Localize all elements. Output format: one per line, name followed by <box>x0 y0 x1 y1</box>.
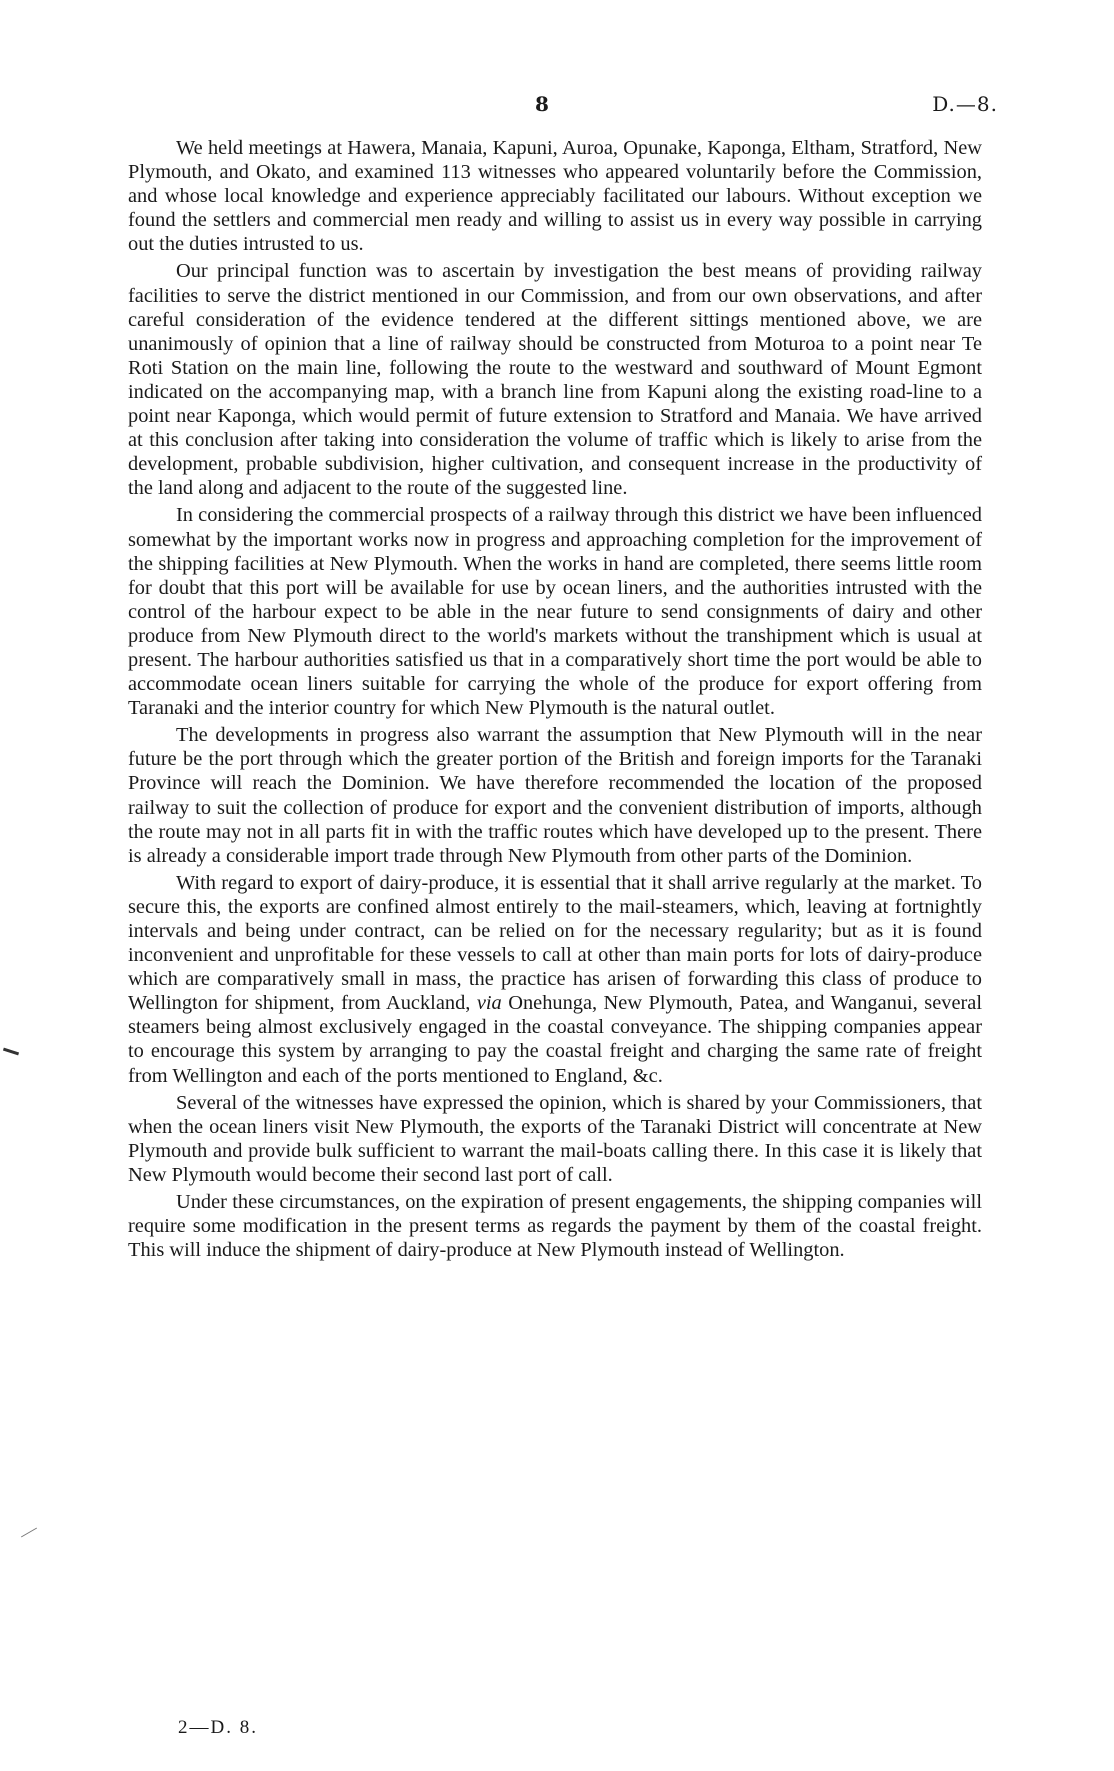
page-header <box>128 92 998 122</box>
paragraph-witnesses: Several of the witnesses have expressed the opinion, which is shared by your Commissioners, that when the ocean liners visit New Plymouth, the exports of the Taranaki District will concentrate at New Plymouth and provide bulk sufficient to warrant the mail-boats calling there. In this case it is likely that New Plymouth would become their second last port of call. <box>128 1091 982 1186</box>
paragraph-meetings: We held meetings at Hawera, Manaia, Kapuni, Auroa, Opunake, Kaponga, Eltham, Stratford, New Plymouth, and Okato, and examined 113 witnesses who appeared voluntarily before the Commission, and whose local knowledge and experience appreciably facilitated our labours. Without exception we found the settlers and commercial men ready and willing to assist us in every way possible in carrying out the duties intrusted to us. <box>128 137 982 256</box>
via-italic: via <box>476 992 502 1015</box>
page-number: 8 <box>535 92 549 116</box>
paragraph-dairy-export <box>128 871 982 1088</box>
paragraph-commercial-prospects: In considering the commercial prospects of a railway through this district we have been influenced somewhat by the important works now in progress and approaching completion for the improvement of the shipping facilities at New Plymouth. When the works in hand are completed, there seems little room for doubt that this port will be available for use by ocean liners, and the authorities intrusted with the control of the harbour expect to be able in the near future to send consignments of dairy and other produce from New Plymouth direct to the world's markets without the transhipment which is usual at present. The harbour authorities satisfied us that in a comparatively short time the port would be able to accommodate ocean liners suitable for carrying the whole of the produce for export offering from Taranaki and the interior country for which New Plymouth is the natural outlet. <box>128 504 982 720</box>
paragraph-developments: The developments in progress also warrant the assumption that New Plymouth will in the near future be the port through which the greater portion of the British and foreign imports for the Taranaki Province will reach the Dominion. We have therefore recommended the location of the proposed railway to suit the collection of produce for export and the convenient distribution of imports, although the route may not in all parts fit in with the traffic routes which have developed up to the present. There is already a considerable import trade through New Plymouth from other parts of the Dominion. <box>128 724 982 867</box>
paragraph-principal-function: Our principal function was to ascertain by investigation the best means of providing railway facilities to serve the district mentioned in our Commission, and from our own observations, and after careful consideration of the evidence tendered at the different sittings mentioned above, we are unanimously of opinion that a line of railway should be constructed from Moturoa to a point near Te Roti Station on the main line, following the route to the westward and southward of Mount Egmont indicated on the accompanying map, with a branch line from Kapuni along the existing road-line to a point near Kaponga, which would permit of future extension to Stratford and Manaia. We have arrived at this conclusion after taking into consideration the volume of traffic which is likely to arise from the development, probable subdivision, higher cultivation, and consequent increase in the productivity of the land along and adjacent to the route of the suggested line. <box>128 260 982 500</box>
margin-mark <box>3 1048 19 1056</box>
paragraph-circumstances: Under these circumstances, on the expiration of present engagements, the shipping companies will require some modification in the present terms as regards the payment by them of the coastal freight. This will induce the shipment of dairy-produce at New Plymouth instead of Wellington. <box>128 1191 982 1262</box>
margin-mark <box>21 1528 37 1538</box>
document-reference: D.—8. <box>932 92 998 116</box>
sheet-signature: 2—D. 8. <box>178 1717 258 1738</box>
paragraph-dairy-export-rest: Onehunga, New Plymouth, Patea, and Wanganui, several steamers being almost exclusively engaged in the coastal conveyance. The shipping companies appear to encourage this system by arranging to pay the coastal freight and charging the same rate of freight from Wellington and each of the ports mentioned to England, &c. <box>128 992 982 1087</box>
paragraph-dairy-export-lead: With regard to export of dairy-produce, it is essential that it shall arrive regularly at the market. To secure this, the exports are confined almost entirely to the mail-steamers, which, leaving at fortnightly intervals and being under contract, can be relied on for the necessary regularity; but as it is found inconvenient and unprofitable for these vessels to call at other than main ports for lots of dairy-produce which are comparatively small in mass, the practice has arisen of forwarding this class of produce to Wellington for shipment, from Auckland, <box>128 871 982 1015</box>
body-text <box>128 136 982 1265</box>
